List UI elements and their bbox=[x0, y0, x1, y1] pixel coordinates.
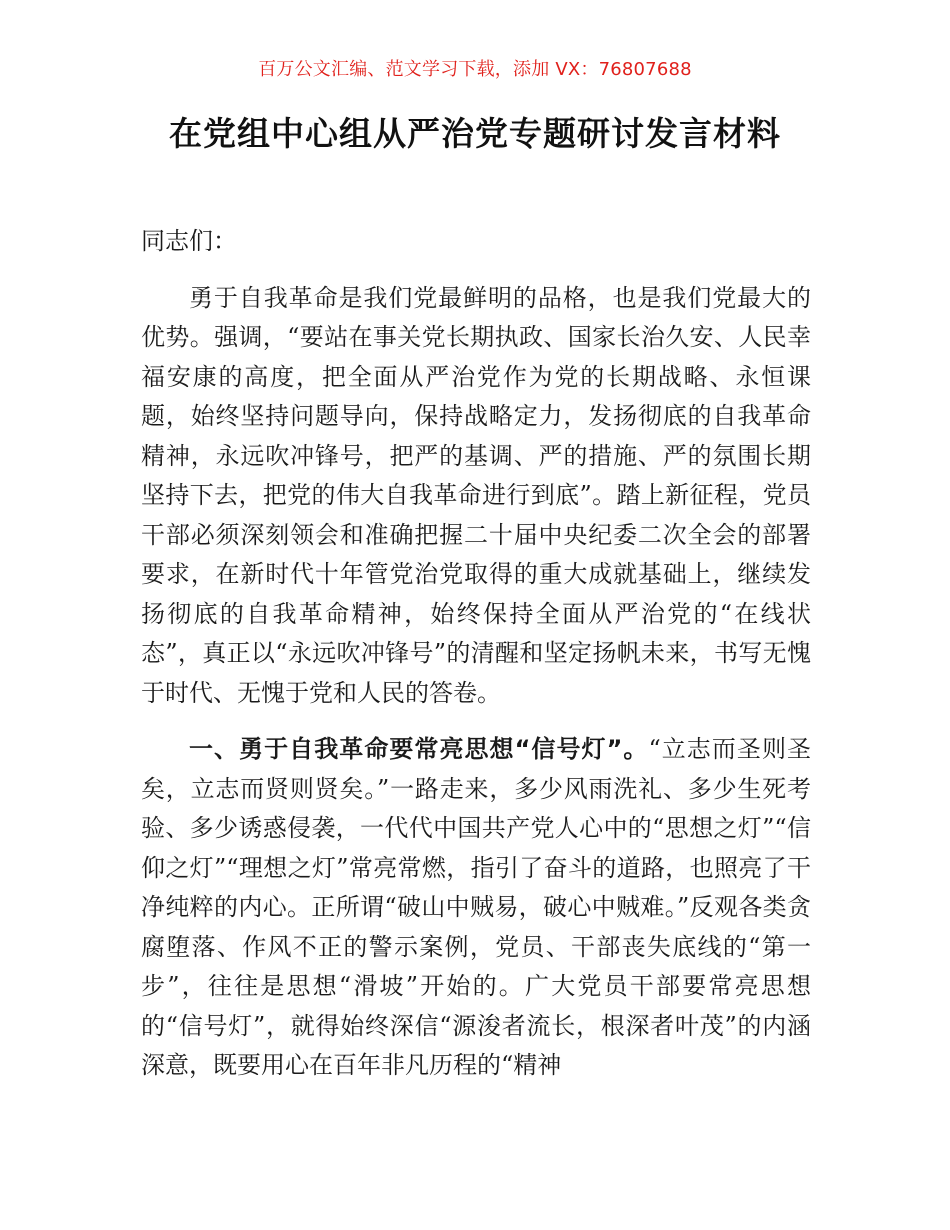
document-title: 在党组中心组从严治党专题研讨发言材料 bbox=[169, 114, 781, 153]
paragraph-intro: 勇于自我革命是我们党最鲜明的品格，也是我们党最大的优势。强调，“要站在事关党长期执政、国家长治久安、人民幸福安康的高度，把全面从严治党作为党的长期战略、永恒课题，始终坚持问题导向，保持战略定力，发扬彻底的自我革命精神，永远吹冲锋号，把严的基调、严的措施、严的氛围长期坚持下去，把党的伟大自我革命进行到底”。踏上新征程，党员干部必须深刻领会和准确把握二十届中央纪委二次全会的部署要求，在新时代十年管党治党取得的重大成就基础上，继续发扬彻底的自我革命精神，始终保持全面从严治党的“在线状态”，真正以“永远吹冲锋号”的清醒和坚定扬帆未来，书写无愧于时代、无愧于党和人民的答卷。 bbox=[141, 283, 811, 707]
salutation: 同志们： bbox=[141, 227, 237, 255]
promo-header-note: 百万公文汇编、范文学习下载，添加 VX：76807688 bbox=[258, 59, 692, 80]
section-1-text: “立志而圣则圣矣，立志而贤则贤矣。”一路走来，多少风雨洗礼、多少生死考验、多少诱惑侵袭，一代代中国共产党人心中的“思想之灯”“信仰之灯”“理想之灯”常亮常燃，指引了奋斗的道路，也照亮了干净纯粹的内心。正所谓“破山中贼易，破心中贼难。”反观各类贪腐堕落、作风不正的警示案例，党员、干部丧失底线的“第一步”，往往是思想“滑坡”开始的。广大党员干部要常亮思想的“信号灯”，就得始终深信“源浚者流长，根深者叶茂”的内涵深意，既要用心在百年非凡历程的“精神 bbox=[141, 735, 811, 1079]
section-1-heading: 一、勇于自我革命要常亮思想“信号灯”。 bbox=[189, 735, 649, 763]
paragraph-section-1 bbox=[141, 730, 811, 1086]
document-body bbox=[141, 222, 811, 1103]
